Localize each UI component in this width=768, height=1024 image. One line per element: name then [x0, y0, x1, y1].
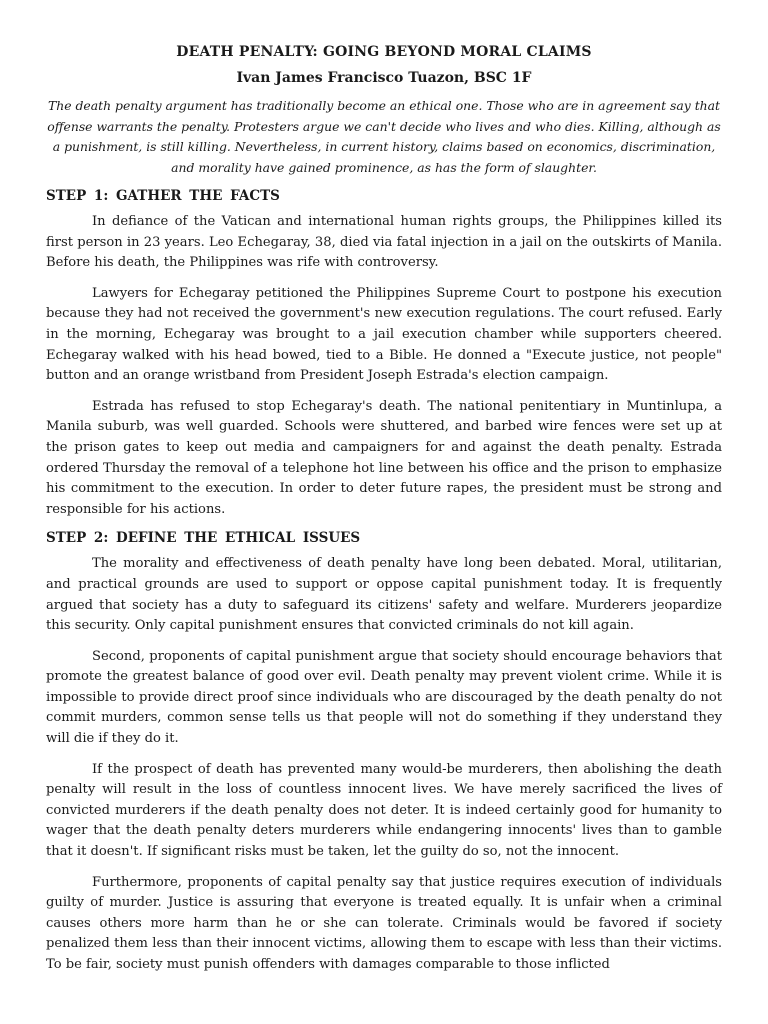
author-line: Ivan James Francisco Tuazon, BSC 1F	[236, 70, 532, 86]
paragraph: Furthermore, proponents of capital penalty say that justice requires execution of individuals guilty of murder. Justice is assuring that everyone is treated equally. It is unfair when a criminal causes others more harm than he or she can tolerate. Criminals would be favored if society penalized them less than their innocent victims, allowing them to escape with less than their victims. To be fair, society must punish offenders with damages comparable to those inflicted	[46, 874, 722, 972]
section-step-2	[46, 530, 722, 975]
paragraph: Lawyers for Echegaray petitioned the Philippines Supreme Court to postpone his execution because they had not received the government's new execution regulations. The court refused. Early in the morning, Echegaray was brought to a jail execution chamber while supporters cheered. Echegaray walked with his head bowed, tied to a Bible. He donned a "Execute justice, not people" button and an orange wristband from President Joseph Estrada's election campaign.	[46, 285, 722, 384]
paragraph: Estrada has refused to stop Echegaray's death. The national penitentiary in Muntinlupa, a Manila suburb, was well guarded. Schools were shuttered, and barbed wire fences were set up at the prison gates to keep out media and campaigners for and against the death penalty. Estrada ordered Thursday the removal of a telephone hot line between his office and the prison to emphasize his commitment to the execution. In order to deter future rapes, the president must be strong and responsible for his actions.	[46, 398, 722, 517]
section-heading: STEP 2: DEFINE THE ETHICAL ISSUES	[46, 530, 361, 547]
document-title: DEATH PENALTY: GOING BEYOND MORAL CLAIMS	[176, 44, 592, 60]
paragraph: If the prospect of death has prevented many would-be murderers, then abolishing the death penalty will result in the loss of countless innocent lives. We have merely sacrificed the lives of convicted murderers if the death penalty does not deter. It is indeed certainly good for humanity to wager that the death penalty deters murderers while endangering innocents' lives than to gamble that it doesn't. If significant risks must be taken, let the guilty do so, not the innocent.	[46, 761, 722, 860]
paragraph: In defiance of the Vatican and international human rights groups, the Philippines killed its first person in 23 years. Leo Echegaray, 38, died via fatal injection in a jail on the outskirts of Manila. Before his death, the Philippines was rife with controversy.	[46, 214, 722, 271]
abstract: The death penalty argument has traditionally become an ethical one. Those who are in agreement say that offense warrants the penalty. Protesters argue we can't decide who lives and who dies. Killing, although as a punishment, is still killing. Nevertheless, in current history, claims based on economics, discrimination, and morality have gained prominence, as has the form of slaughter.	[47, 98, 721, 175]
paragraph: Second, proponents of capital punishment argue that society should encourage behaviors that promote the greatest balance of good over evil. Death penalty may prevent violent crime. While it is impossible to provide direct proof since individuals who are discouraged by the death penalty do not commit murders, common sense tells us that people will not do something if they understand they will die if they do it.	[46, 648, 722, 747]
paragraph: The morality and effectiveness of death penalty have long been debated. Moral, utilitarian, and practical grounds are used to support or oppose capital punishment today. It is frequently argued that society has a duty to safeguard its citizens' safety and welfare. Murderers jeopardize this security. Only capital punishment ensures that convicted criminals do not kill again.	[46, 556, 722, 634]
section-step-1	[46, 188, 722, 520]
section-heading: STEP 1: GATHER THE FACTS	[46, 188, 280, 204]
